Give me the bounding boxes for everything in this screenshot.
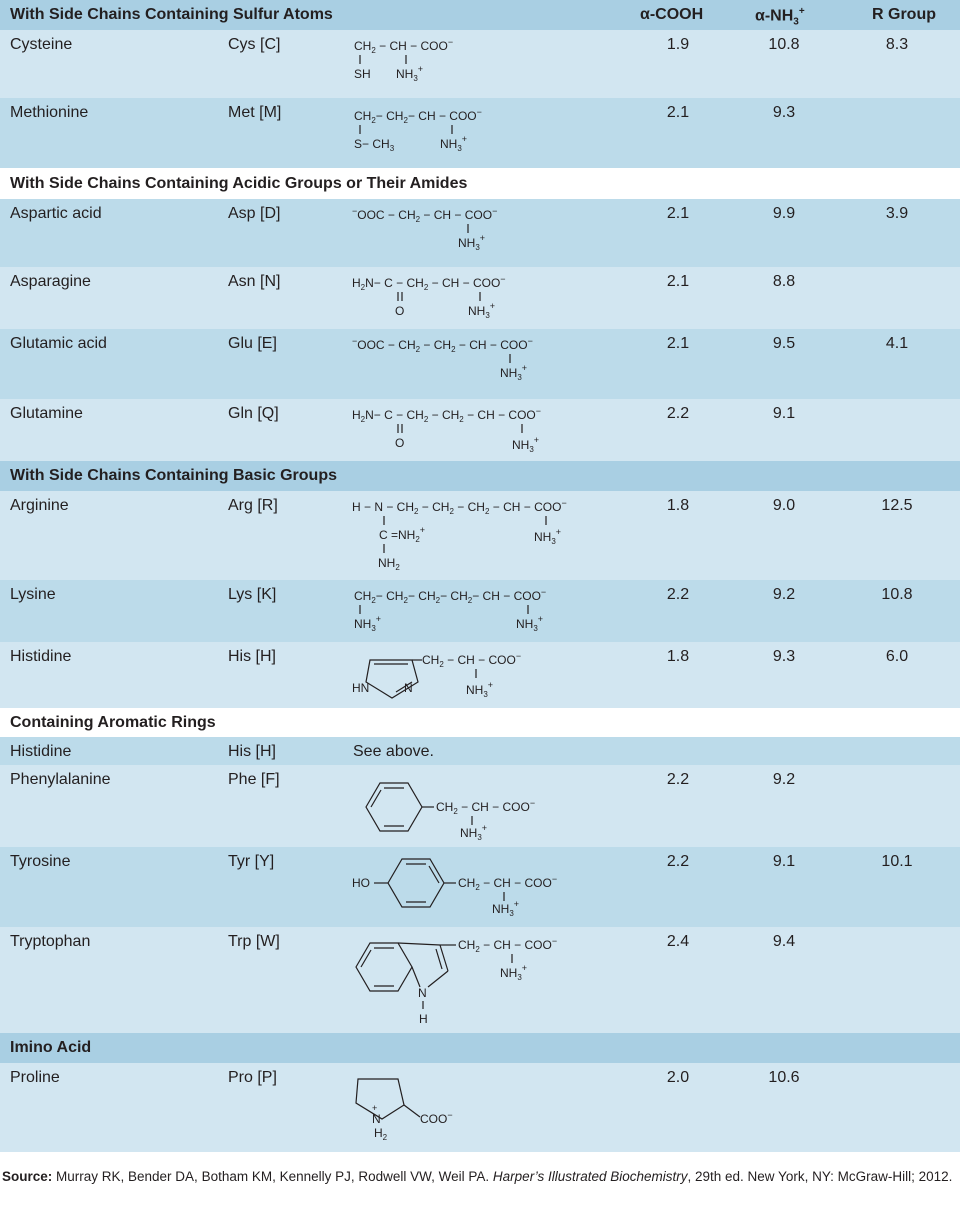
source-citation	[2, 1169, 957, 1185]
source-book-title: Harper’s Illustrated Biochemistry	[492, 1169, 688, 1184]
aspartic-acid-structure	[352, 203, 612, 263]
arginine-structure	[352, 495, 622, 581]
svg-text:NH3+: $NH_3^+$	[534, 527, 562, 546]
svg-text:NH3+: $NH_3^+$	[354, 614, 382, 633]
r-group-value: 6.0	[885, 648, 909, 665]
alpha-nh3-value: 9.9	[772, 205, 796, 222]
svg-text:NH3+: $NH_3^+$	[440, 134, 468, 153]
amino-acid-abbreviation: His [H]	[228, 648, 276, 665]
svg-text:NH3+: $NH_3^+$	[460, 823, 488, 842]
amino-acid-name: Tryptophan	[10, 933, 91, 950]
r-group-value: 8.3	[885, 36, 909, 53]
amino-acid-abbreviation: Lys [K]	[228, 586, 277, 603]
column-header-alpha-cooh: α-COOH	[640, 6, 704, 23]
svg-text:N: N	[418, 986, 427, 1000]
section-title: With Side Chains Containing Basic Groups	[10, 467, 337, 484]
svg-text:NH3+: $NH_3^+$	[396, 64, 424, 83]
alpha-nh3-value: 8.8	[772, 273, 796, 290]
svg-text:O: O	[395, 436, 405, 450]
svg-text:NH3+: $NH_3^+$	[468, 301, 496, 320]
table-row-tryptophan	[0, 927, 960, 1033]
svg-text:NH3+: $NH_3^+$	[466, 680, 494, 699]
alpha-nh3-value: 9.2	[772, 771, 796, 788]
alpha-cooh-value: 2.1	[666, 104, 690, 121]
phenylalanine-structure	[352, 769, 612, 847]
source-label: Source:	[2, 1169, 53, 1184]
svg-text:COO−: COO−	[420, 1110, 453, 1126]
glutamine-structure	[352, 403, 612, 463]
svg-text:CH2 − CH − COO−: $CH_2$ − CH − COO−	[422, 651, 522, 669]
asparagine-structure	[352, 271, 612, 329]
amino-acid-abbreviation: Cys [C]	[228, 36, 281, 53]
table-row-histidine-aromatic	[0, 737, 960, 765]
svg-text:CH2− CH2− CH − COO−: $CH_2- CH_2-$ CH − COO−	[354, 107, 482, 125]
table-row-asparagine	[0, 267, 960, 329]
histidine-structure	[352, 646, 612, 708]
amino-acid-abbreviation: Glu [E]	[228, 335, 277, 352]
svg-text:SH: SH	[354, 67, 371, 81]
svg-text:CH2 − CH − COO−: $CH_2$ − CH − COO−	[458, 874, 558, 892]
table-row-glutamic-acid	[0, 329, 960, 399]
table-row-tyrosine	[0, 847, 960, 927]
r-group-value: 10.8	[881, 586, 913, 603]
svg-text:CH2− CH2− CH2− CH2− CH − COO−: $CH_2- CH_2- CH_2- CH_2-$ CH − COO−	[354, 587, 547, 605]
alpha-nh3-value: 10.8	[768, 36, 800, 53]
svg-text:H: H	[419, 1012, 428, 1026]
svg-text:N: N	[372, 1112, 381, 1126]
amino-acid-name: Methionine	[10, 104, 89, 121]
amino-acid-name: Glutamic acid	[10, 335, 107, 352]
table-row-histidine	[0, 642, 960, 708]
svg-text:+: +	[372, 1103, 378, 1113]
section-title: Imino Acid	[10, 1039, 92, 1056]
lysine-structure	[352, 584, 612, 644]
svg-text:NH3+: $NH_3^+$	[516, 614, 544, 633]
svg-text:NH3+: $NH_3^+$	[512, 435, 540, 454]
amino-acid-abbreviation: Arg [R]	[228, 497, 278, 514]
svg-text:HN: HN	[352, 681, 370, 695]
section-header-acidic	[0, 168, 960, 199]
svg-text:NH3+: $NH_3^+$	[492, 899, 520, 918]
alpha-nh3-value: 9.5	[772, 335, 796, 352]
tryptophan-structure	[352, 931, 612, 1033]
section-title: With Side Chains Containing Acidic Groups or Their Amides	[10, 175, 468, 192]
alpha-cooh-value: 2.2	[666, 771, 690, 788]
amino-acid-name: Tyrosine	[10, 853, 71, 870]
svg-text:NH3+: $NH_3^+$	[500, 363, 528, 382]
amino-acid-name: Phenylalanine	[10, 771, 111, 788]
alpha-cooh-value: 1.8	[666, 497, 690, 514]
alpha-cooh-value: 2.2	[666, 405, 690, 422]
svg-text:CH2 − CH − COO−: $CH_2$ − CH − COO−	[458, 936, 558, 954]
table-row-aspartic-acid	[0, 199, 960, 267]
r-group-value: 3.9	[885, 205, 909, 222]
table-row-arginine	[0, 491, 960, 580]
alpha-cooh-value: 2.2	[666, 853, 690, 870]
table-row-phenylalanine	[0, 765, 960, 847]
r-group-value: 12.5	[881, 497, 913, 514]
proline-structure	[352, 1067, 612, 1151]
alpha-nh3-value: 9.1	[772, 405, 796, 422]
svg-text:N: N	[404, 681, 413, 695]
alpha-cooh-value: 1.8	[666, 648, 690, 665]
section-header-sulfur	[0, 0, 960, 30]
r-group-value: 10.1	[881, 853, 913, 870]
section-title: Containing Aromatic Rings	[10, 714, 216, 731]
svg-text:O: O	[395, 304, 405, 318]
svg-text:H − N − CH2 − CH2 − CH2 − CH −: $H - N - CH_2 - CH_2 - CH_2$ − CH − COO−	[352, 498, 567, 516]
alpha-cooh-value: 1.9	[666, 36, 690, 53]
r-group-value: 4.1	[885, 335, 909, 352]
source-publication-info: , 29th ed. New York, NY: McGraw-Hill; 2012.	[687, 1169, 953, 1184]
amino-acid-abbreviation: Pro [P]	[228, 1069, 277, 1086]
amino-acid-name: Lysine	[10, 586, 56, 603]
amino-acid-name: Histidine	[10, 743, 72, 760]
alpha-cooh-value: 2.0	[666, 1069, 690, 1086]
alpha-cooh-value: 2.4	[666, 933, 690, 950]
section-title: With Side Chains Containing Sulfur Atoms	[10, 6, 333, 23]
column-header-r-group: R Group	[872, 6, 936, 23]
alpha-nh3-value: 10.6	[768, 1069, 800, 1086]
amino-acid-abbreviation: Tyr [Y]	[228, 853, 275, 870]
amino-acid-abbreviation: His [H]	[228, 743, 276, 760]
alpha-nh3-value: 9.3	[772, 104, 796, 121]
section-header-basic	[0, 461, 960, 491]
amino-acid-abbreviation: Phe [F]	[228, 771, 280, 788]
cysteine-structure	[352, 34, 612, 94]
amino-acid-name: Histidine	[10, 648, 72, 665]
section-header-aromatic	[0, 708, 960, 737]
source-authors: Murray RK, Bender DA, Botham KM, Kennelly PJ, Rodwell VW, Weil PA.	[52, 1169, 493, 1184]
amino-acid-abbreviation: Gln [Q]	[228, 405, 279, 422]
alpha-cooh-value: 2.2	[666, 586, 690, 603]
methionine-structure	[352, 102, 612, 166]
svg-text:−OOC − CH2 − CH2 − CH − COO−: $^-OOC - CH_2 - CH_2$ − CH − COO−	[352, 336, 533, 354]
amino-acid-name: Asparagine	[10, 273, 91, 290]
amino-acid-abbreviation: Met [M]	[228, 104, 282, 121]
alpha-cooh-value: 2.1	[666, 205, 690, 222]
svg-text:CH2 − CH − COO−: $CH_2$ − CH − COO−	[354, 37, 454, 55]
alpha-cooh-value: 2.1	[666, 273, 690, 290]
alpha-nh3-value: 9.1	[772, 853, 796, 870]
column-header-alpha-nh3: $\alpha-NH_3^+$	[755, 6, 805, 28]
amino-acid-abbreviation: Trp [W]	[228, 933, 280, 950]
table-row-lysine	[0, 580, 960, 642]
table-row-proline	[0, 1063, 960, 1152]
amino-acid-name: Proline	[10, 1069, 60, 1086]
svg-text:H2: $H_2$	[374, 1126, 388, 1142]
svg-text:−OOC − CH2 − CH − COO−: $^-OOC - CH_2$ − CH − COO−	[352, 206, 498, 224]
amino-acid-name: Cysteine	[10, 36, 73, 53]
amino-acid-name: Arginine	[10, 497, 69, 514]
svg-text:NH2: $NH_2$	[378, 556, 400, 572]
table-row-glutamine	[0, 399, 960, 461]
svg-text:S− CH3: $S- CH_3$	[354, 137, 395, 153]
amino-acid-abbreviation: Asp [D]	[228, 205, 281, 222]
see-above-note: See above.	[353, 743, 434, 760]
svg-text:CH2 − CH − COO−: $CH_2$ − CH − COO−	[436, 798, 536, 816]
alpha-nh3-value: 9.0	[772, 497, 796, 514]
section-header-imino	[0, 1033, 960, 1063]
svg-text:NH3+: $NH_3^+$	[500, 963, 528, 982]
table-row-cysteine	[0, 30, 960, 98]
table-row-methionine	[0, 98, 960, 168]
alpha-nh3-value: 9.2	[772, 586, 796, 603]
alpha-cooh-value: 2.1	[666, 335, 690, 352]
svg-text:NH3+: $NH_3^+$	[458, 233, 486, 252]
amino-acid-name: Glutamine	[10, 405, 83, 422]
tyrosine-structure	[352, 851, 612, 927]
glutamic-acid-structure	[352, 333, 612, 395]
alpha-nh3-value: 9.3	[772, 648, 796, 665]
svg-text:HO: HO	[352, 876, 370, 890]
alpha-nh3-value: 9.4	[772, 933, 796, 950]
amino-acid-name: Aspartic acid	[10, 205, 102, 222]
svg-text:C =NH2+: $C =NH_2^+$	[379, 525, 426, 544]
svg-text:H2N− C − CH2 − CH2 − CH − COO−: $H_2N- C - CH_2 - CH_2$ − CH − COO−	[352, 406, 542, 424]
amino-acid-abbreviation: Asn [N]	[228, 273, 281, 290]
svg-text:H2N− C − CH2 − CH − COO−: $H_2N- C - CH_2$ − CH − COO−	[352, 274, 506, 292]
